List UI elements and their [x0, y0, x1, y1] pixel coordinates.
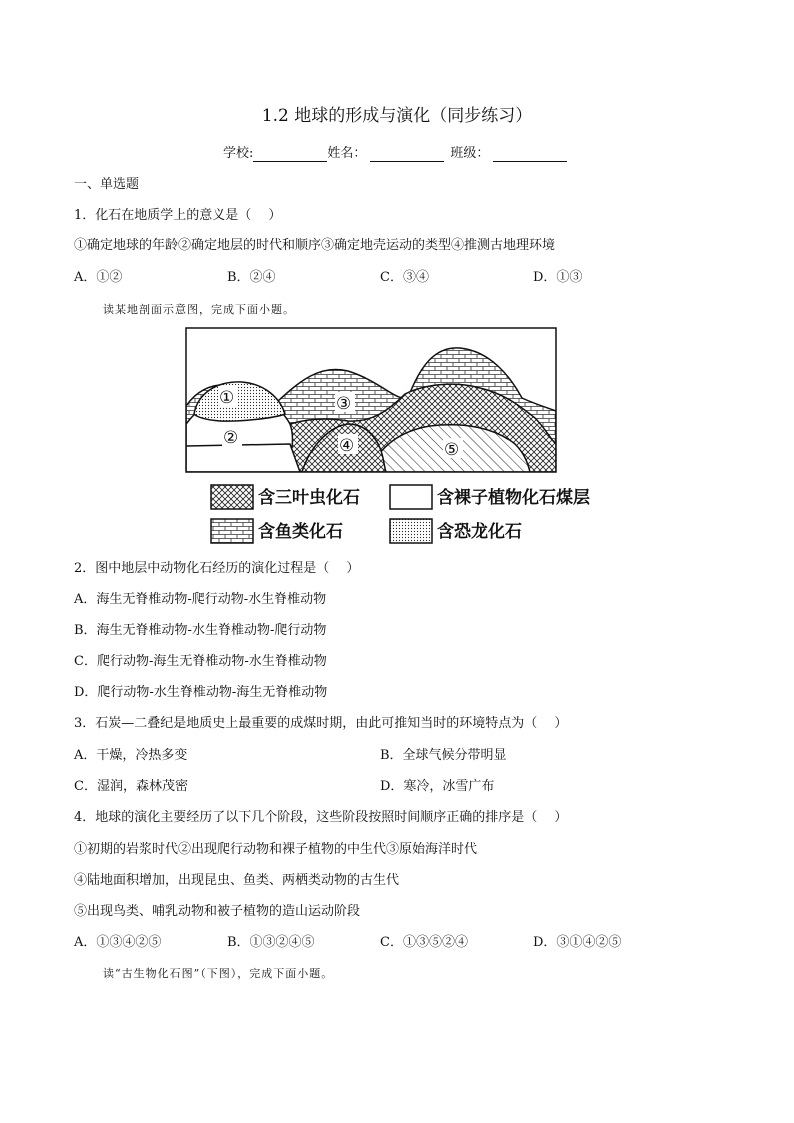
legend-label-fish: 含鱼类化石 [258, 522, 343, 542]
label-layer-1: ① [219, 388, 235, 408]
legend-label-coal: 含裸子植物化石煤层 [437, 488, 590, 508]
q2-option-a[interactable]: A．海生无脊椎动物-爬行动物-水生脊椎动物 [74, 592, 327, 607]
q3-option-b[interactable]: B．全球气候分带明显 [380, 748, 507, 763]
label-layer-3: ③ [336, 394, 352, 414]
school-blank[interactable] [253, 148, 327, 162]
legend-swatch-coal [389, 484, 433, 510]
school-label: 学校: [223, 146, 254, 161]
legend-label-trilobite: 含三叶虫化石 [258, 488, 360, 508]
question-2-stem: 2．图中地层中动物化石经历的演化过程是（ ） [74, 561, 360, 576]
fossil-figure-intro: 读“古生物化石图”（下图），完成下面小题。 [103, 967, 334, 980]
name-label: 姓名： [327, 146, 367, 161]
question-1-detail: ①确定地球的年龄②确定地层的时代和顺序③确定地壳运动的类型④推测古地理环境 [74, 238, 556, 253]
legend-swatch-trilobite [210, 484, 254, 510]
legend-label-dinosaur: 含恐龙化石 [437, 522, 522, 542]
q3-option-c[interactable]: C．湿润，森林茂密 [74, 779, 188, 794]
page-title: 1.2 地球的形成与演化（同步练习） [261, 106, 533, 126]
label-layer-5: ⑤ [444, 440, 460, 460]
student-info-line [223, 146, 567, 162]
q1-option-b[interactable]: B．②④ [227, 270, 276, 285]
q1-option-c[interactable]: C．③④ [380, 270, 429, 285]
label-layer-2: ② [223, 428, 239, 448]
q1-option-a[interactable]: A．①② [74, 270, 123, 285]
question-1-stem: 1．化石在地质学上的意义是（ ） [74, 208, 282, 223]
class-blank[interactable] [493, 148, 567, 162]
q4-item-1: ①初期的岩浆时代②出现爬行动物和裸子植物的中生代③原始海洋时代 [74, 842, 478, 857]
question-3-stem: 3．石炭—二叠纪是地质史上最重要的成煤时期，由此可推知当时的环境特点为（ ） [74, 716, 568, 731]
legend-swatch-dinosaur [389, 518, 433, 544]
q4-option-b[interactable]: B．①③②④⑤ [227, 935, 315, 950]
question-4-stem: 4．地球的演化主要经历了以下几个阶段，这些阶段按照时间顺序正确的排序是（ ） [74, 810, 568, 825]
label-layer-4: ④ [339, 436, 355, 456]
name-blank[interactable] [370, 148, 444, 162]
q4-option-a[interactable]: A．①③④②⑤ [74, 935, 162, 950]
q4-option-c[interactable]: C．①③⑤②④ [380, 935, 468, 950]
q4-item-2: ④陆地面积增加，出现昆虫、鱼类、两栖类动物的古生代 [74, 873, 400, 888]
legend-swatch-fish [210, 518, 254, 544]
class-label: 班级： [450, 146, 490, 161]
section-heading: 一、单选题 [74, 177, 140, 192]
q2-option-b[interactable]: B．海生无脊椎动物-水生脊椎动物-爬行动物 [74, 623, 327, 638]
geologic-cross-section [180, 326, 560, 476]
q1-option-d[interactable]: D．①③ [533, 270, 583, 285]
q3-option-d[interactable]: D．寒冷，冰雪广布 [380, 779, 495, 794]
q2-option-d[interactable]: D．爬行动物-水生脊椎动物-海生无脊椎动物 [74, 685, 328, 700]
figure-intro: 读某地剖面示意图，完成下面小题。 [103, 303, 295, 316]
q4-item-3: ⑤出现鸟类、哺乳动物和被子植物的造山运动阶段 [74, 904, 361, 919]
q4-option-d[interactable]: D．③①④②⑤ [533, 935, 622, 950]
q3-option-a[interactable]: A．干燥，冷热多变 [74, 748, 188, 763]
q2-option-c[interactable]: C．爬行动物-海生无脊椎动物-水生脊椎动物 [74, 654, 327, 669]
